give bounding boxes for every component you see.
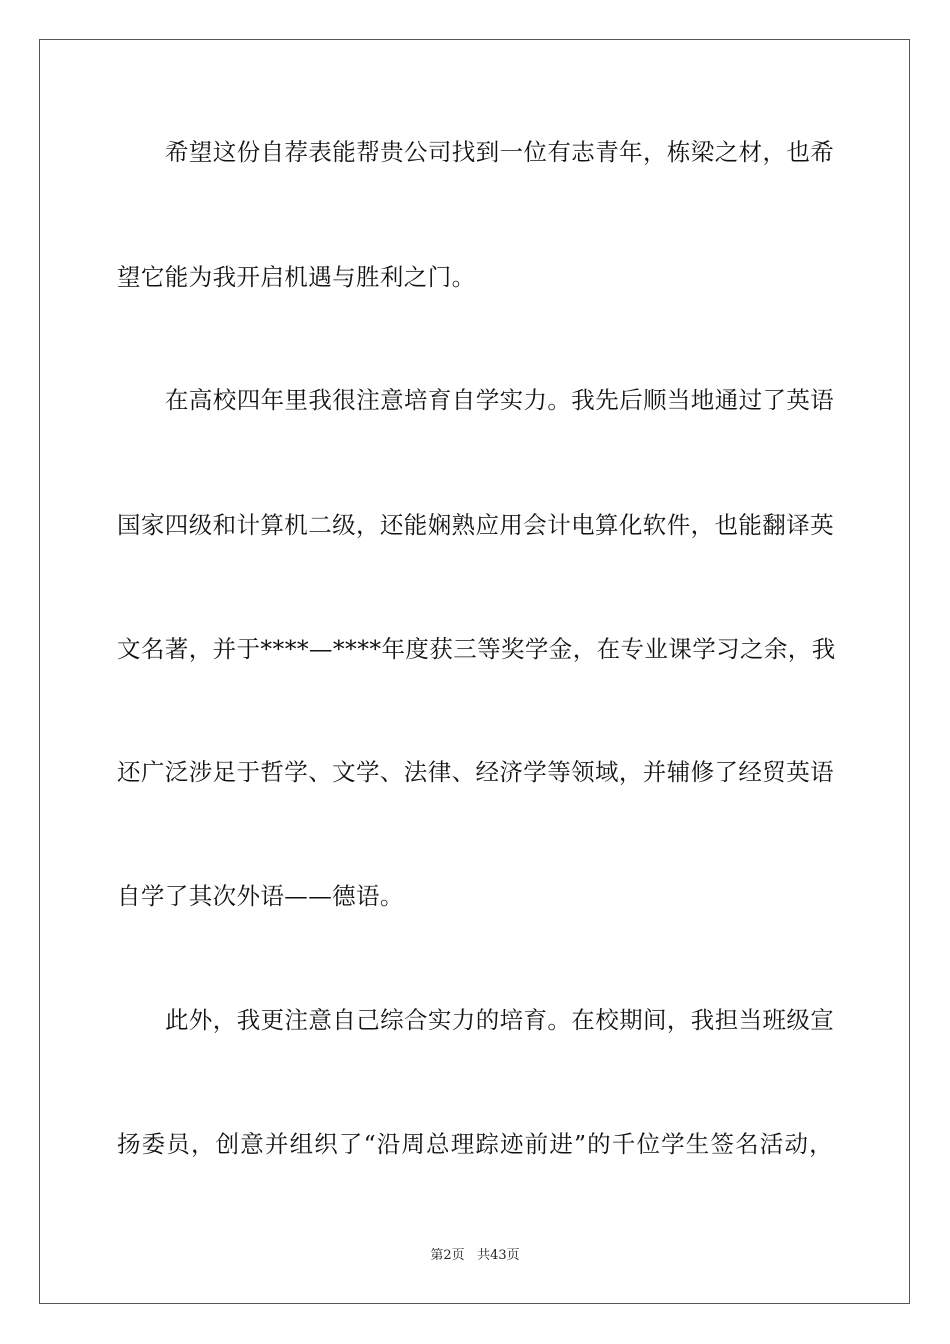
paragraph-line: 文名著，并于****—****年度获三等奖学金，在专业课学习之余，我 — [117, 635, 836, 663]
page-number: 第2页 — [430, 1248, 465, 1263]
paragraph-line: 此外，我更注意自己综合实力的培育。在校期间，我担当班级宣 — [165, 1006, 835, 1034]
paragraph-line: 还广泛涉足于哲学、文学、法律、经济学等领域，并辅修了经贸英语 — [117, 758, 834, 786]
paragraph-line: 希望这份自荐表能帮贵公司找到一位有志青年，栋梁之材，也希 — [165, 138, 835, 166]
paragraph-line: 扬委员，创意并组织了“沿周总理踪迹前进”的千位学生签名活动， — [117, 1130, 833, 1158]
page-footer — [0, 1248, 950, 1264]
page-border — [39, 39, 910, 1304]
paragraph-line: 国家四级和计算机二级，还能娴熟应用会计电算化软件，也能翻译英 — [117, 511, 834, 539]
paragraph-line: 望它能为我开启机遇与胜利之门。 — [117, 263, 476, 291]
paragraph-line: 自学了其次外语——德语。 — [117, 882, 404, 910]
page-total: 共43页 — [477, 1248, 520, 1263]
paragraph-line: 在高校四年里我很注意培育自学实力。我先后顺当地通过了英语 — [165, 386, 835, 414]
